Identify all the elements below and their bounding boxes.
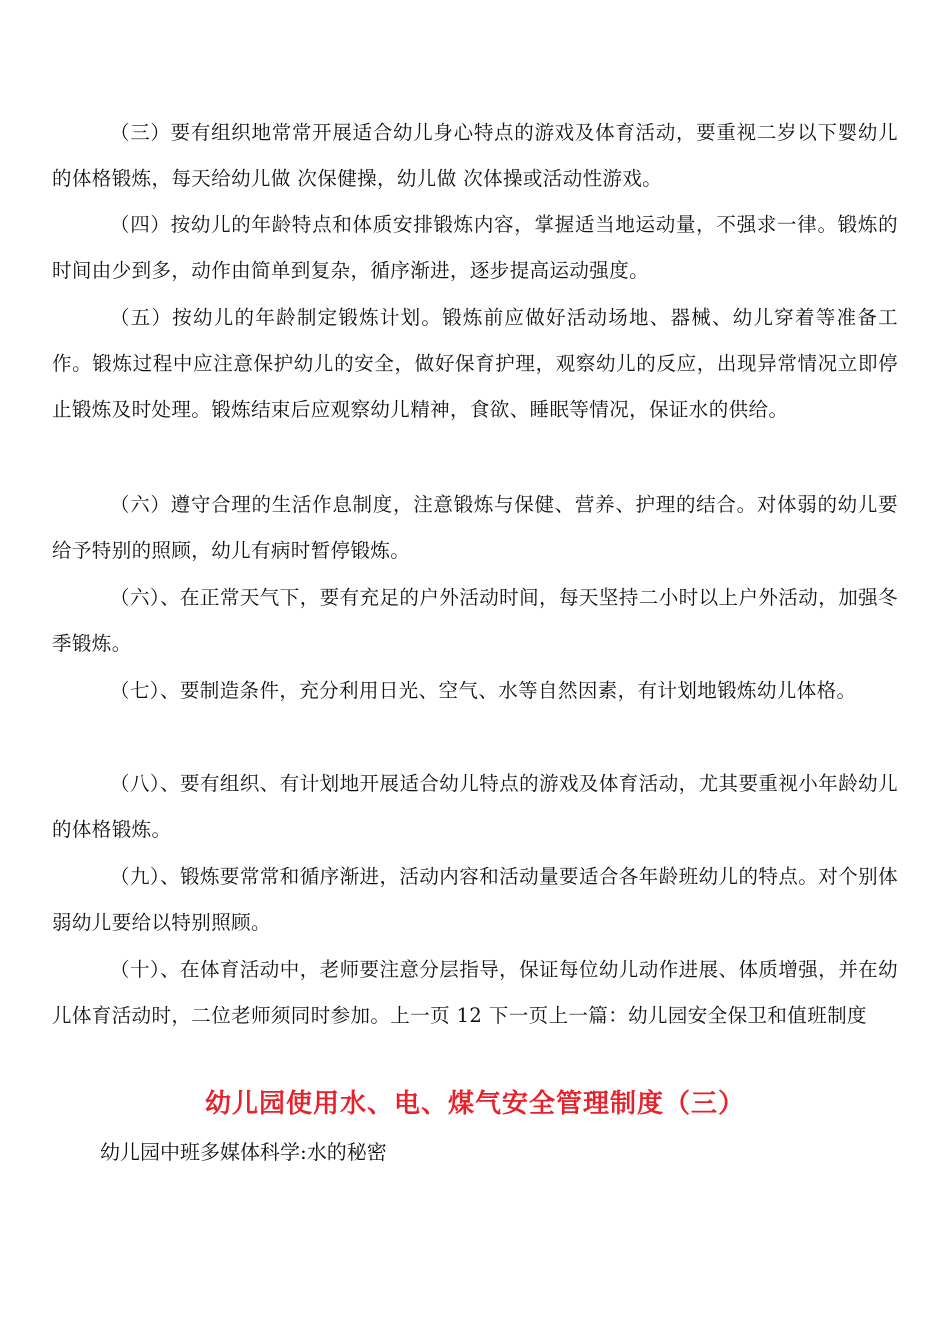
related-article-link[interactable]: 幼儿园中班多媒体科学:水的秘密 [100,1140,387,1164]
paragraph-6a: （六）遵守合理的生活作息制度，注意锻炼与保健、营养、护理的结合。对体弱的幼儿要给予特别的照顾，幼儿有病时暂停锻炼。 [52,493,898,562]
related-article-title[interactable]: 幼儿园使用水、电、煤气安全管理制度（三） [204,1089,745,1119]
paragraph-9: （九）、锻炼要常常和循序渐进，活动内容和活动量要适合各年龄班幼儿的特点。对个别体弱幼儿要给以特别照顾。 [52,865,898,934]
paragraph-8: （八）、要有组织、有计划地开展适合幼儿特点的游戏及体育活动，尤其要重视小年龄幼儿的体格锻炼。 [52,772,898,841]
paragraph-10: （十）、在体育活动中，老师要注意分层指导，保证每位幼儿动作进展、体质增强，并在幼儿体育活动时，二位老师须同时参加。上一页 12 下一页上一篇：幼儿园安全保卫和值班制度 [52,958,898,1027]
paragraph-3: （三）要有组织地常常开展适合幼儿身心特点的游戏及体育活动，要重视二岁以下婴幼儿的体格锻炼，每天给幼儿做 次保健操，幼儿做 次体操或活动性游戏。 [52,121,898,190]
paragraph-7: （七）、要制造条件，充分利用日光、空气、水等自然因素，有计划地锻炼幼儿体格。 [110,679,857,702]
paragraph-6b: （六）、在正常天气下，要有充足的户外活动时间，每天坚持二小时以上户外活动，加强冬季锻炼。 [52,586,898,655]
paragraph-4: （四）按幼儿的年龄特点和体质安排锻炼内容，掌握适当地运动量，不强求一律。锻炼的时间由少到多，动作由简单到复杂，循序渐进，逐步提高运动强度。 [52,213,898,282]
paragraph-5: （五）按幼儿的年龄制定锻炼计划。锻炼前应做好活动场地、器械、幼儿穿着等准备工作。锻炼过程中应注意保护幼儿的安全，做好保育护理，观察幼儿的反应，出现异常情况立即停止锻炼及时处理。锻炼结束后应观察幼儿精神，食欲、睡眠等情况，保证水的供给。 [52,306,898,421]
